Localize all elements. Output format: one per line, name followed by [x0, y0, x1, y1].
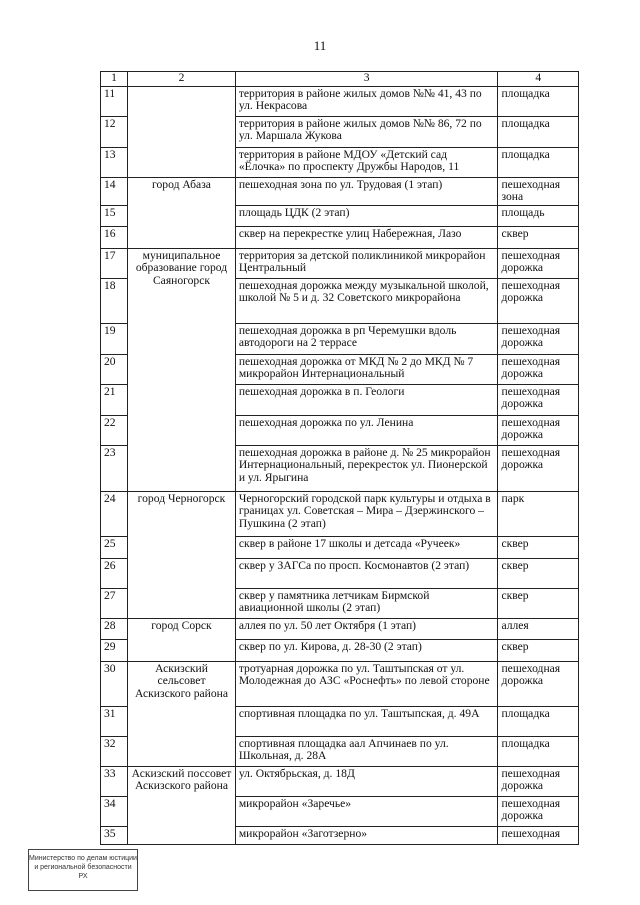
- header-col-3: 3: [235, 72, 498, 87]
- type-cell: сквер: [498, 226, 579, 248]
- type-cell: площадка: [498, 87, 579, 117]
- object-cell: сквер у памятника летчикам Бирмской авиационной школы (2 этап): [235, 588, 498, 618]
- object-cell: сквер у ЗАГСа по просп. Космонавтов (2 этап): [235, 558, 498, 588]
- row-number: 30: [101, 661, 128, 706]
- municipality-cell: [128, 87, 236, 178]
- municipality-cell-askiz-selsovet: Аскизский сельсовет Аскизского района: [128, 661, 236, 766]
- object-cell: ул. Октябрьская, д. 18Д: [235, 766, 498, 796]
- row-number: 26: [101, 558, 128, 588]
- row-number: 25: [101, 536, 128, 558]
- object-cell: территория за детской поликлиникой микрорайон Центральный: [235, 248, 498, 278]
- municipality-cell-askiz-possovet: Аскизский поссовет Аскизского района: [128, 766, 236, 844]
- table-row: [101, 766, 579, 796]
- type-cell: сквер: [498, 588, 579, 618]
- object-cell: пешеходная дорожка в районе д. № 25 микрорайон Интернациональный, перекресток ул. Пионерской и ул. Ярыгина: [235, 445, 498, 491]
- object-cell: площадь ЦДК (2 этап): [235, 205, 498, 226]
- row-number: 31: [101, 706, 128, 736]
- type-cell: пешеходная дорожка: [498, 323, 579, 354]
- table-row: [101, 491, 579, 536]
- row-number: 16: [101, 226, 128, 248]
- object-cell: пешеходная зона по ул. Трудовая (1 этап): [235, 178, 498, 206]
- row-number: 12: [101, 117, 128, 148]
- row-number: 21: [101, 384, 128, 415]
- object-cell: аллея по ул. 50 лет Октября (1 этап): [235, 618, 498, 639]
- ministry-stamp: Министерство по делам юстиции и региональной безопасности РХ: [28, 849, 138, 891]
- object-cell: сквер на перекрестке улиц Набережная, Лазо: [235, 226, 498, 248]
- municipality-cell-chernogorsk: город Черногорск: [128, 491, 236, 618]
- row-number: 22: [101, 415, 128, 445]
- type-cell: пешеходная дорожка: [498, 354, 579, 384]
- object-cell: пешеходная дорожка от МКД № 2 до МКД № 7 микрорайон Интернациональный: [235, 354, 498, 384]
- object-cell: сквер по ул. Кирова, д. 28-30 (2 этап): [235, 639, 498, 661]
- object-cell: пешеходная дорожка по ул. Ленина: [235, 415, 498, 445]
- row-number: 32: [101, 736, 128, 766]
- header-col-4: 4: [498, 72, 579, 87]
- row-number: 15: [101, 205, 128, 226]
- type-cell: пешеходная зона: [498, 178, 579, 206]
- type-cell: сквер: [498, 558, 579, 588]
- type-cell: площадка: [498, 117, 579, 148]
- municipality-cell-sorsk: город Сорск: [128, 618, 236, 661]
- table-row: [101, 618, 579, 639]
- header-col-2: 2: [128, 72, 236, 87]
- header-col-1: 1: [101, 72, 128, 87]
- row-number: 24: [101, 491, 128, 536]
- municipality-cell-abaza: город Абаза: [128, 178, 236, 249]
- row-number: 23: [101, 445, 128, 491]
- type-cell: аллея: [498, 618, 579, 639]
- object-cell: сквер в районе 17 школы и детсада «Ручеек»: [235, 536, 498, 558]
- table-header-row: [101, 72, 579, 87]
- type-cell: пешеходная дорожка: [498, 766, 579, 796]
- object-cell: территория в районе жилых домов №№ 41, 43 по ул. Некрасова: [235, 87, 498, 117]
- type-cell: пешеходная дорожка: [498, 661, 579, 706]
- type-cell: пешеходная дорожка: [498, 796, 579, 826]
- type-cell: площадка: [498, 148, 579, 178]
- object-cell: Черногорский городской парк культуры и отдыха в границах ул. Советская – Мира – Дзержинского – Пушкина (2 этап): [235, 491, 498, 536]
- object-cell: спортивная площадка по ул. Таштыпская, д. 49А: [235, 706, 498, 736]
- row-number: 27: [101, 588, 128, 618]
- object-cell: тротуарная дорожка по ул. Таштыпская от ул. Молодежная до АЗС «Роснефть» по левой стороне: [235, 661, 498, 706]
- type-cell: пешеходная: [498, 826, 579, 844]
- object-cell: территория в районе МДОУ «Детский сад «Ёлочка» по проспекту Дружбы Народов, 11: [235, 148, 498, 178]
- table-row: [101, 178, 579, 206]
- type-cell: площадка: [498, 706, 579, 736]
- municipality-cell-sayanogorsk: муниципальное образование город Саяногорск: [128, 248, 236, 491]
- objects-table: [100, 71, 579, 845]
- type-cell: пешеходная дорожка: [498, 384, 579, 415]
- object-cell: территория в районе жилых домов №№ 86, 72 по ул. Маршала Жукова: [235, 117, 498, 148]
- object-cell: пешеходная дорожка в п. Геологи: [235, 384, 498, 415]
- row-number: 14: [101, 178, 128, 206]
- table-row: [101, 87, 579, 117]
- type-cell: сквер: [498, 536, 579, 558]
- type-cell: пешеходная дорожка: [498, 248, 579, 278]
- row-number: 28: [101, 618, 128, 639]
- type-cell: площадка: [498, 736, 579, 766]
- row-number: 35: [101, 826, 128, 844]
- type-cell: площадь: [498, 205, 579, 226]
- page-number: 11: [313, 38, 327, 53]
- row-number: 29: [101, 639, 128, 661]
- row-number: 34: [101, 796, 128, 826]
- object-cell: спортивная площадка аал Апчинаев по ул. Школьная, д. 28А: [235, 736, 498, 766]
- row-number: 19: [101, 323, 128, 354]
- object-cell: пешеходная дорожка в рп Черемушки вдоль автодороги на 2 террасе: [235, 323, 498, 354]
- row-number: 13: [101, 148, 128, 178]
- object-cell: пешеходная дорожка между музыкальной школой, школой № 5 и д. 32 Советского микрорайона: [235, 278, 498, 323]
- row-number: 11: [101, 87, 128, 117]
- row-number: 17: [101, 248, 128, 278]
- type-cell: пешеходная дорожка: [498, 415, 579, 445]
- type-cell: пешеходная дорожка: [498, 445, 579, 491]
- object-cell: микрорайон «Заготзерно»: [235, 826, 498, 844]
- row-number: 33: [101, 766, 128, 796]
- type-cell: сквер: [498, 639, 579, 661]
- type-cell: парк: [498, 491, 579, 536]
- table-row: [101, 661, 579, 706]
- type-cell: пешеходная дорожка: [498, 278, 579, 323]
- row-number: 18: [101, 278, 128, 323]
- object-cell: микрорайон «Заречье»: [235, 796, 498, 826]
- table-row: [101, 248, 579, 278]
- row-number: 20: [101, 354, 128, 384]
